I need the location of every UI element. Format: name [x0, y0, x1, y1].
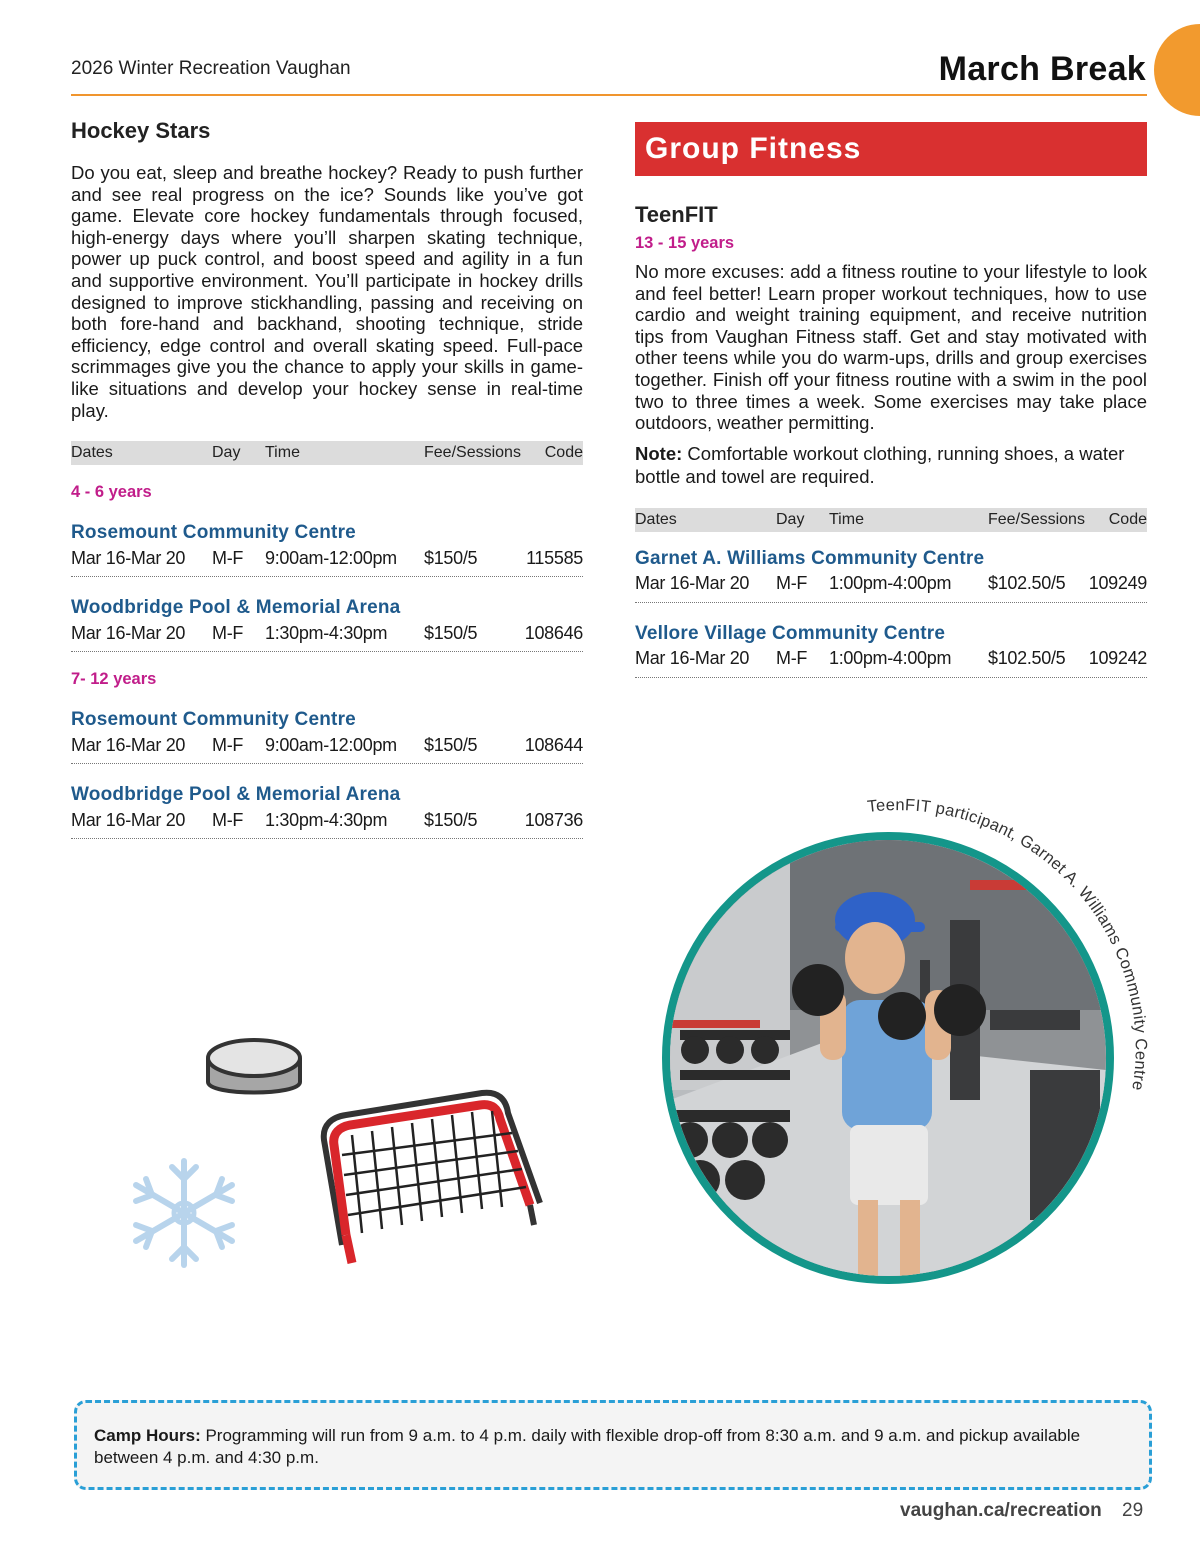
row-dates: Mar 16-Mar 20 — [71, 809, 186, 830]
section-banner — [635, 122, 1147, 176]
row-fee: $150/5 — [424, 734, 478, 755]
table-row — [71, 731, 583, 764]
gym-scene-illustration — [670, 840, 1106, 1276]
participant-photo — [662, 832, 1114, 1284]
row-fee: $102.50/5 — [988, 573, 1066, 594]
row-code: 108646 — [524, 622, 583, 643]
row-code: 109249 — [1088, 573, 1147, 594]
col-code: Code — [544, 444, 583, 462]
table-row — [635, 645, 1147, 678]
col-day: Day — [776, 510, 805, 528]
row-dates: Mar 16-Mar 20 — [635, 573, 750, 594]
age-group-label: 13 - 15 years — [635, 234, 735, 252]
col-fee: Fee/Sessions — [988, 510, 1085, 528]
row-day: M-F — [776, 648, 808, 669]
table-row — [71, 619, 583, 652]
row-dates: Mar 16-Mar 20 — [71, 734, 186, 755]
row-code: 115585 — [526, 547, 583, 568]
col-code: Code — [1108, 510, 1147, 528]
col-dates: Dates — [635, 510, 677, 528]
row-code: 109242 — [1088, 648, 1147, 669]
location-name: Rosemount Community Centre — [71, 522, 356, 544]
program-title: Hockey Stars — [71, 118, 211, 143]
row-code: 108736 — [524, 809, 583, 830]
row-day: M-F — [212, 809, 244, 830]
section-title: March Break — [938, 50, 1146, 88]
note-label: Note: — [635, 442, 683, 464]
program-title: TeenFIT — [635, 202, 718, 227]
location-name: Garnet A. Williams Community Centre — [635, 547, 985, 569]
row-day: M-F — [212, 734, 244, 755]
row-time: 1:00pm-4:00pm — [829, 573, 952, 594]
program-description: Do you eat, sleep and breathe hockey? Ready to push further and see real progress on the ice? Sounds like you’ve got game. Elevate core hockey fundamentals through focused, high-energy days where you’ll sharpen skating technique, power up puck control, and boost speed and agility in a fun and supportive environment. You’ll participate in hockey drills designed to improve stickhandling, passing and receiving on both fore-hand and backhand, shooting technique, stride efficiency, edge control and overall skating speed. Full-pace scrimmages give you the chance to apply your skills in game-like situations and develop your hockey sense in real-time play. — [71, 162, 583, 421]
camp-hours-text — [94, 1425, 1114, 1469]
hockey-net-icon — [312, 1085, 552, 1275]
hockey-puck-icon — [200, 1030, 310, 1110]
note-text: Comfortable workout clothing, running shoes, a water bottle and towel are required. — [635, 442, 1125, 487]
row-fee: $102.50/5 — [988, 648, 1066, 669]
program-note — [635, 442, 1147, 488]
row-time: 1:30pm-4:30pm — [265, 809, 388, 830]
table-row — [71, 806, 583, 839]
schedule-table-header — [71, 441, 583, 465]
col-day: Day — [212, 444, 241, 462]
col-time: Time — [829, 510, 864, 528]
table-row — [71, 544, 583, 577]
location-name: Rosemount Community Centre — [71, 709, 356, 731]
page-number: 29 — [1122, 1500, 1144, 1521]
row-code: 108644 — [524, 734, 583, 755]
location-name: Vellore Village Community Centre — [635, 622, 946, 644]
row-time: 9:00am-12:00pm — [265, 734, 397, 755]
row-dates: Mar 16-Mar 20 — [635, 648, 750, 669]
row-day: M-F — [212, 547, 244, 568]
header-divider — [71, 94, 1147, 96]
row-day: M-F — [212, 622, 244, 643]
camp-hours-body: Programming will run from 9 a.m. to 4 p.m. daily with flexible drop-off from 8:30 a.m. and 9 a.m. and pickup available between 4 p.m. and 4:30 p.m. — [94, 1426, 1081, 1467]
table-row — [635, 570, 1147, 603]
hockey-stars-section — [71, 118, 583, 839]
age-group-label: 7- 12 years — [71, 670, 157, 689]
row-time: 9:00am-12:00pm — [265, 547, 397, 568]
col-dates: Dates — [71, 444, 113, 462]
photo-caption-text: TeenFIT participant, Garnet A. Williams Community Centre — [866, 796, 1150, 1092]
location-name: Woodbridge Pool & Memorial Arena — [71, 784, 401, 806]
row-dates: Mar 16-Mar 20 — [71, 547, 186, 568]
snowflake-icon — [122, 1155, 246, 1271]
row-fee: $150/5 — [424, 622, 478, 643]
location-name: Woodbridge Pool & Memorial Arena — [71, 597, 401, 619]
row-time: 1:30pm-4:30pm — [265, 622, 388, 643]
schedule-table-header — [635, 508, 1147, 532]
age-group-label: 4 - 6 years — [71, 483, 152, 502]
section-banner-label: Group Fitness — [645, 132, 862, 165]
row-day: M-F — [776, 573, 808, 594]
publication-title: 2026 Winter Recreation Vaughan — [71, 58, 351, 79]
row-fee: $150/5 — [424, 809, 478, 830]
col-time: Time — [265, 444, 300, 462]
program-description: No more excuses: add a fitness routine to your lifestyle to look and feel better! Learn proper workout techniques, how to use cardio and weight training equipment, and receive nutrition tips from Vaughan Fitness staff. Get and stay motivated with other teens while you do warm-ups, drills and group exercises together. Finish off your fitness routine with a swim in the pool two to three times a week. Some exercises may take place outdoors, weather permitting. — [635, 261, 1147, 434]
col-fee: Fee/Sessions — [424, 444, 521, 462]
row-dates: Mar 16-Mar 20 — [71, 622, 186, 643]
row-fee: $150/5 — [424, 547, 478, 568]
camp-hours-notice — [74, 1400, 1152, 1490]
section-tab-marker — [1154, 24, 1200, 116]
footer-url[interactable]: vaughan.ca/recreation — [900, 1500, 1102, 1521]
camp-hours-label: Camp Hours: — [94, 1426, 201, 1445]
group-fitness-section — [635, 122, 1147, 678]
row-time: 1:00pm-4:00pm — [829, 648, 952, 669]
